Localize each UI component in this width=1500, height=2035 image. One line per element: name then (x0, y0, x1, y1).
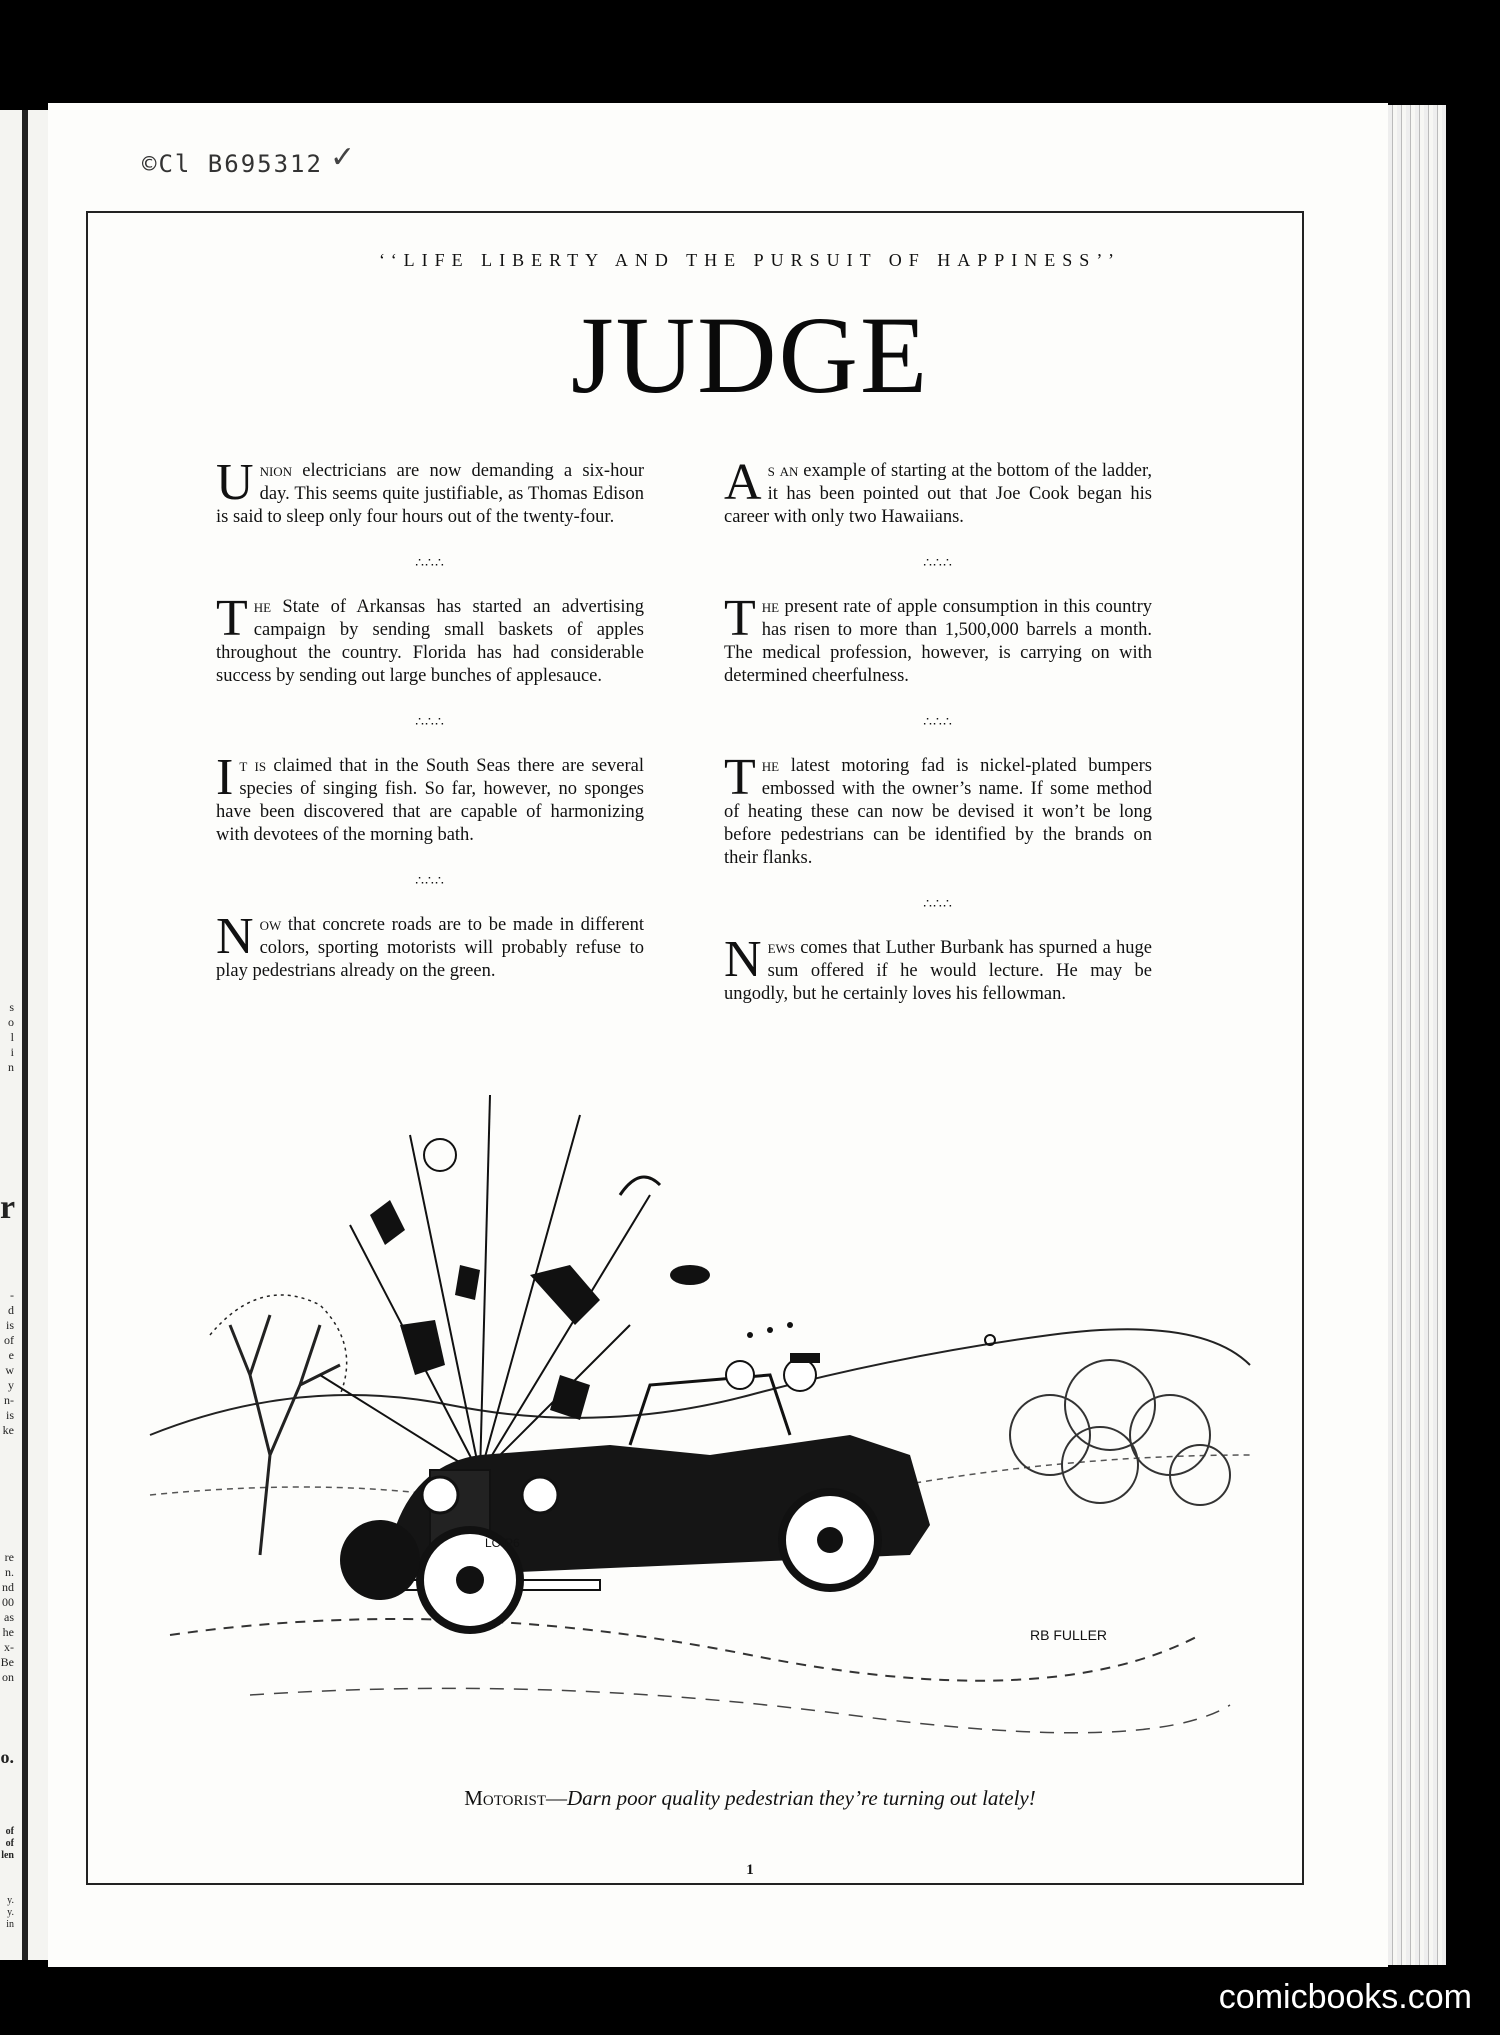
dust-cloud (1010, 1360, 1230, 1505)
paragraph-separator: ∴∴∴ (923, 715, 953, 730)
joke-paragraph: News comes that Luther Burbank has spurned a huge sum offered if he would lecture. He may be ungodly, but he certainly loves his fellowman. (724, 931, 1152, 1004)
prev-page-text-fragment-b: - d is of e w y n- is ke (2, 1288, 14, 1437)
joke-paragraph: As an example of starting at the bottom of the ladder, it has been pointed out that Joe Cook began his career with only two Hawaiians. (724, 454, 1152, 527)
masthead-title: JUDGE (570, 294, 930, 416)
flying-pedestrian-parts (370, 1139, 995, 1420)
checkmark-icon: ✓ (330, 141, 356, 174)
right-column (724, 454, 1152, 1006)
cartoon-caption: Motorist—Darn poor quality pedestrian they’re turning out lately! (464, 1786, 1036, 1810)
drop-cap: A (724, 454, 762, 511)
joke-paragraph: The State of Arkansas has started an advertising campaign by sending small baskets of apples throughout the country. Florida has had considerable success by sending out large bunches of applesauce. (216, 590, 644, 686)
joke-paragraph: The present rate of apple consumption in this country has risen to more than 1,500,000 barrels a month. The medical profession, however, is carrying on with determined cheerfulness. (724, 590, 1152, 686)
paragraph-separator: ∴∴∴ (923, 897, 953, 912)
drop-cap: T (724, 590, 756, 647)
drop-cap: U (216, 454, 254, 511)
paragraph-separator: ∴∴∴ (415, 556, 445, 571)
prev-page-text-fragment-f: y. y. in (6, 1895, 14, 1930)
prev-page-text-fragment-d: o. (0, 1747, 14, 1767)
copyright-stamp: ©Cl B695312 (142, 150, 323, 178)
prev-page-text-fragment-e: of of len (1, 1826, 14, 1861)
paragraph-separator: ∴∴∴ (923, 556, 953, 571)
caption-speaker: Motorist (464, 1786, 546, 1810)
cartoon-illustration (150, 1075, 1250, 1775)
page-number: 1 (746, 1862, 754, 1878)
prev-page-text-fragment-c: re n. nd 00 as he x- Be on (0, 1550, 14, 1684)
prev-page-text-fragment-a: s o l i n (8, 1000, 14, 1074)
masthead-motto: ‘‘LIFE LIBERTY AND THE PURSUIT OF HAPPINESS’’ (379, 250, 1121, 270)
drop-cap: I (216, 749, 234, 806)
joke-paragraph: The latest motoring fad is nickel-plated bumpers embossed with the owner’s name. If some method of heating these can now be devised it won’t be long before pedestrians can be identified by the brands on their flanks. (724, 749, 1152, 868)
car-drawing (340, 1353, 930, 1630)
joke-paragraph: It is claimed that in the South Seas there are several species of singing fish. So far, however, no sponges have been discovered that are capable of harmonizing with devotees of the morning bath. (216, 749, 644, 845)
tree-drawing (210, 1295, 347, 1555)
left-column (216, 454, 644, 983)
drop-cap: N (724, 931, 762, 988)
drop-cap: T (724, 749, 756, 806)
joke-paragraph: Now that concrete roads are to be made in different colors, sporting motorists will probably refuse to play pedestrians already on the green. (216, 908, 644, 981)
site-watermark: comicbooks.com (1218, 1978, 1472, 2016)
drop-cap: T (216, 590, 248, 647)
prev-page-big-letter: r (0, 1189, 16, 1226)
drop-cap: N (216, 908, 254, 965)
license-plate: LO-P6 (485, 1536, 520, 1550)
paragraph-separator: ∴∴∴ (415, 874, 445, 889)
artist-signature: RB FULLER (1030, 1627, 1108, 1643)
paragraph-separator: ∴∴∴ (415, 715, 445, 730)
joke-paragraph: Union electricians are now demanding a six-hour day. This seems quite justifiable, as Thomas Edison is said to sleep only four hours out of the twenty-four. (216, 454, 644, 527)
caption-line: Darn poor quality pedestrian they’re turning out lately! (566, 1786, 1036, 1810)
